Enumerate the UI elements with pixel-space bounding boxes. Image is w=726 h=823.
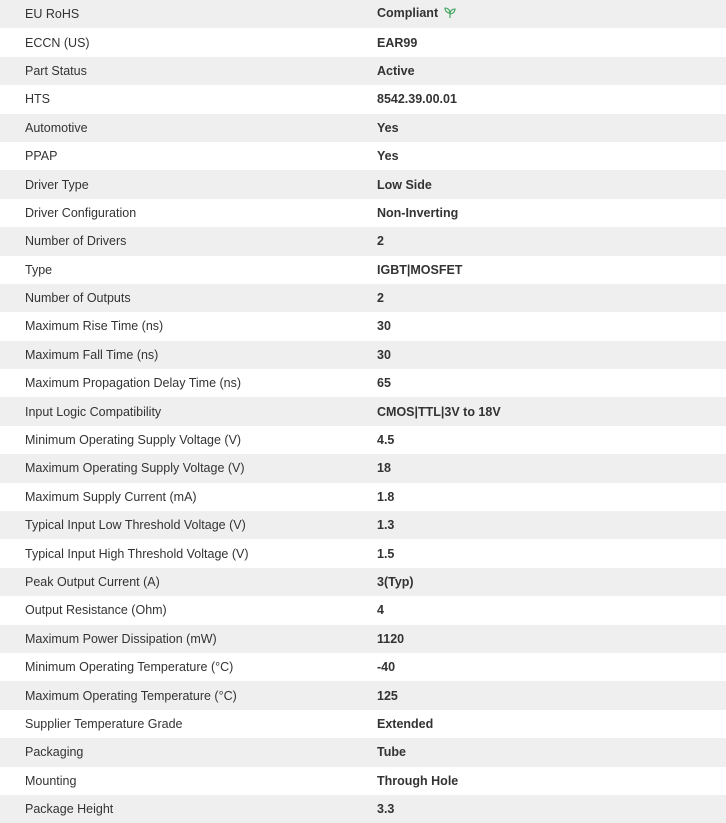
spec-label: ECCN (US) xyxy=(25,35,90,50)
table-row xyxy=(0,681,726,709)
spec-label: Typical Input High Threshold Voltage (V) xyxy=(25,546,249,561)
table-row xyxy=(0,653,726,681)
spec-value: 2 xyxy=(377,234,384,249)
spec-label: Driver Type xyxy=(25,177,89,192)
table-row xyxy=(0,511,726,539)
spec-value: -40 xyxy=(377,660,396,675)
spec-value: 125 xyxy=(377,688,398,703)
table-row xyxy=(0,625,726,653)
leaf-icon xyxy=(444,7,456,23)
table-row xyxy=(0,284,726,312)
spec-label: Maximum Rise Time (ns) xyxy=(25,319,164,334)
table-row xyxy=(0,710,726,738)
spec-value-cell xyxy=(377,0,726,28)
spec-value: 4 xyxy=(377,603,384,618)
table-row xyxy=(0,767,726,795)
spec-label: Typical Input Low Threshold Voltage (V) xyxy=(25,518,246,533)
table-row xyxy=(0,397,726,425)
spec-value: IGBT|MOSFET xyxy=(377,262,463,277)
spec-label: Maximum Propagation Delay Time (ns) xyxy=(25,376,242,391)
spec-value: Yes xyxy=(377,149,399,164)
spec-value: Through Hole xyxy=(377,773,459,788)
table-row xyxy=(0,539,726,567)
spec-label: Supplier Temperature Grade xyxy=(25,716,183,731)
spec-value: CMOS|TTL|3V to 18V xyxy=(377,404,501,419)
spec-label: Maximum Power Dissipation (mW) xyxy=(25,631,217,646)
spec-label: Maximum Operating Temperature (°C) xyxy=(25,688,237,703)
table-row xyxy=(0,369,726,397)
spec-label: Output Resistance (Ohm) xyxy=(25,603,167,618)
spec-value: Non-Inverting xyxy=(377,205,459,220)
spec-label: HTS xyxy=(25,92,50,107)
table-row xyxy=(0,341,726,369)
spec-label: Peak Output Current (A) xyxy=(25,575,160,589)
spec-label: Input Logic Compatibility xyxy=(25,404,162,419)
spec-label: Maximum Operating Supply Voltage (V) xyxy=(25,461,245,476)
table-row xyxy=(0,0,726,28)
table-row xyxy=(0,312,726,340)
spec-value: 1.5 xyxy=(377,546,395,561)
spec-value: 3.3 xyxy=(377,802,395,817)
spec-value: Low Side xyxy=(377,177,432,192)
spec-label: Part Status xyxy=(25,63,87,78)
spec-value: Compliant xyxy=(377,6,439,21)
spec-value: 4.5 xyxy=(377,433,395,448)
table-row xyxy=(0,57,726,85)
spec-value: Tube xyxy=(377,745,406,760)
table-row xyxy=(0,170,726,198)
spec-label: Automotive xyxy=(25,120,88,135)
spec-label: Packaging xyxy=(25,745,84,760)
table-row xyxy=(0,738,726,766)
spec-value: 65 xyxy=(377,376,391,391)
table-row xyxy=(0,483,726,511)
spec-label: Type xyxy=(25,262,53,277)
spec-value: 8542.39.00.01 xyxy=(377,92,457,107)
spec-value: 30 xyxy=(377,347,391,362)
spec-value: 2 xyxy=(377,291,384,306)
spec-value: 1120 xyxy=(377,631,405,646)
spec-label: Maximum Supply Current (mA) xyxy=(25,489,197,504)
spec-label: Number of Drivers xyxy=(25,234,127,249)
table-row xyxy=(0,426,726,454)
spec-label: Minimum Operating Temperature (°C) xyxy=(25,660,234,675)
spec-label: EU RoHS xyxy=(25,7,80,22)
spec-label: Mounting xyxy=(25,773,77,788)
spec-value: 18 xyxy=(377,461,391,476)
spec-value: Yes xyxy=(377,120,399,135)
spec-label: Driver Configuration xyxy=(25,205,137,220)
spec-label: PPAP xyxy=(25,149,58,164)
table-row xyxy=(0,256,726,284)
table-row xyxy=(0,596,726,624)
spec-label: Package Height xyxy=(25,802,114,817)
table-row xyxy=(0,85,726,113)
spec-label: Minimum Operating Supply Voltage (V) xyxy=(25,433,242,448)
spec-value: 3(Typ) xyxy=(377,575,414,589)
spec-label: Maximum Fall Time (ns) xyxy=(25,347,159,362)
table-row xyxy=(0,227,726,255)
table-row xyxy=(0,114,726,142)
table-row xyxy=(0,199,726,227)
spec-value: 1.3 xyxy=(377,518,395,533)
spec-value: EAR99 xyxy=(377,35,418,50)
spec-value: Active xyxy=(377,63,415,78)
table-row xyxy=(0,454,726,482)
spec-value: 1.8 xyxy=(377,489,395,504)
spec-value: 30 xyxy=(377,319,391,334)
table-row xyxy=(0,568,726,596)
spec-value: Extended xyxy=(377,716,434,731)
spec-label: Number of Outputs xyxy=(25,291,131,306)
table-row xyxy=(0,28,726,56)
table-row xyxy=(0,142,726,170)
